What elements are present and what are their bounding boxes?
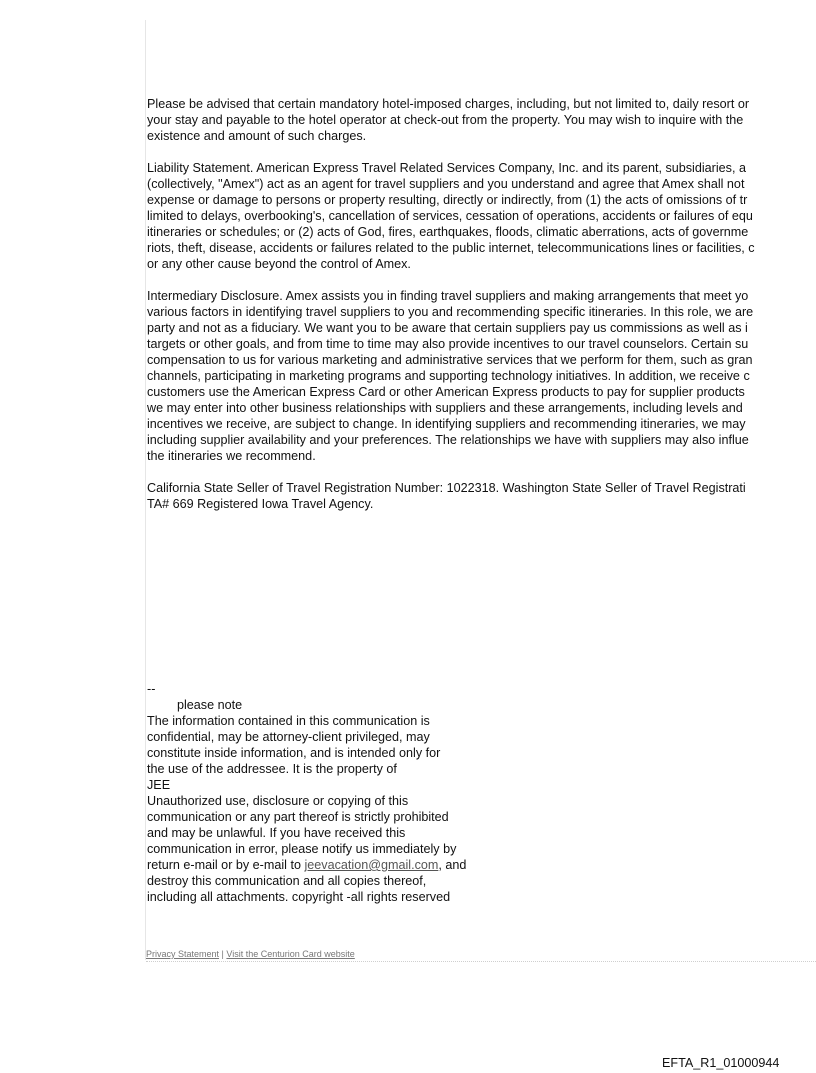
paragraph-line: your stay and payable to the hotel operator at check-out from the property. You may wish to inquire with the [147, 113, 744, 127]
signature-line: confidential, may be attorney-client privileged, may [147, 730, 430, 744]
email-suffix: , and [438, 858, 467, 872]
hotel-charges-paragraph [147, 96, 816, 144]
email-link[interactable]: jeevacation@gmail.com [304, 858, 439, 872]
paragraph-line: California State Seller of Travel Registration Number: 1022318. Washington State Seller of Travel Registrati [147, 481, 746, 495]
email-contact-line [147, 857, 507, 873]
signature-line: including all attachments. copyright -all rights reserved [147, 890, 451, 904]
signature-line: constitute inside information, and is intended only for [147, 746, 441, 760]
paragraph-line: limited to delays, overbooking's, cancellation of services, cessation of operations, accidents or failures of equ [147, 209, 753, 223]
signature-line: destroy this communication and all copies thereof, [147, 874, 427, 888]
paragraph-line: Intermediary Disclosure. Amex assists you in finding travel suppliers and making arrangements that meet yo [147, 289, 749, 303]
document-id: EFTA_R1_01000944 [662, 1056, 780, 1070]
email-signature [147, 681, 507, 905]
paragraph-line: party and not as a fiduciary. We want you to be aware that certain suppliers pay us commissions as well as i [147, 321, 748, 335]
paragraph-line: or any other cause beyond the control of Amex. [147, 257, 411, 271]
centurion-card-link[interactable]: Visit the Centurion Card website [226, 949, 355, 959]
paragraph-line: various factors in identifying travel suppliers to you and recommending specific itineraries. In this role, we are [147, 305, 754, 319]
signature-line: The information contained in this communication is [147, 714, 430, 728]
paragraph-line: expense or damage to persons or property resulting, directly or indirectly, from (1) the acts of omissions of tr [147, 193, 748, 207]
signature-line: communication or any part thereof is strictly prohibited [147, 810, 449, 824]
paragraph-line: including supplier availability and your preferences. The relationships we have with suppliers may also influe [147, 433, 749, 447]
paragraph-line: Liability Statement. American Express Travel Related Services Company, Inc. and its parent, subsidiaries, a [147, 161, 746, 175]
signature-line: communication in error, please notify us immediately by [147, 842, 457, 856]
paragraph-line: existence and amount of such charges. [147, 129, 367, 143]
paragraph-line: channels, participating in marketing programs and supporting technology initiatives. In addition, we receive c [147, 369, 750, 383]
paragraph-line: riots, theft, disease, accidents or failures related to the public internet, telecommunications lines or facilities, c [147, 241, 755, 255]
signature-line: the use of the addressee. It is the property of [147, 762, 397, 776]
paragraph-line: the itineraries we recommend. [147, 449, 316, 463]
signature-line: JEE [147, 778, 171, 792]
intermediary-disclosure-paragraph [147, 288, 816, 464]
liability-statement-paragraph [147, 160, 816, 272]
paragraph-line: we may enter into other business relationships with suppliers and these arrangements, including levels and [147, 401, 743, 415]
email-body [147, 96, 816, 528]
signature-separator: -- [147, 682, 156, 696]
paragraph-line: incentives we receive, are subject to change. In identifying suppliers and recommending itineraries, we may [147, 417, 746, 431]
registration-paragraph [147, 480, 816, 512]
signature-line: Unauthorized use, disclosure or copying of this [147, 794, 409, 808]
privacy-statement-link[interactable]: Privacy Statement [146, 949, 220, 959]
paragraph-line: Please be advised that certain mandatory hotel-imposed charges, including, but not limited to, daily resort or [147, 97, 750, 111]
footer-separator: | [221, 949, 224, 959]
paragraph-line: compensation to us for various marketing and administrative services that we perform for them, such as gran [147, 353, 753, 367]
signature-line: and may be unlawful. If you have received this [147, 826, 406, 840]
paragraph-line: targets or other goals, and from time to time may also provide incentives to our travel counselors. Certain su [147, 337, 749, 351]
email-footer [146, 948, 816, 962]
paragraph-line: TA# 669 Registered Iowa Travel Agency. [147, 497, 374, 511]
paragraph-line: (collectively, "Amex") act as an agent for travel suppliers and you understand and agree that Amex shall not [147, 177, 745, 191]
note-heading: please note [177, 698, 243, 712]
email-prefix: return e-mail or by e-mail to [147, 858, 305, 872]
paragraph-line: itineraries or schedules; or (2) acts of God, fires, earthquakes, floods, climatic aberrations, acts of governme [147, 225, 749, 239]
paragraph-line: customers use the American Express Card or other American Express products to pay for supplier products [147, 385, 745, 399]
